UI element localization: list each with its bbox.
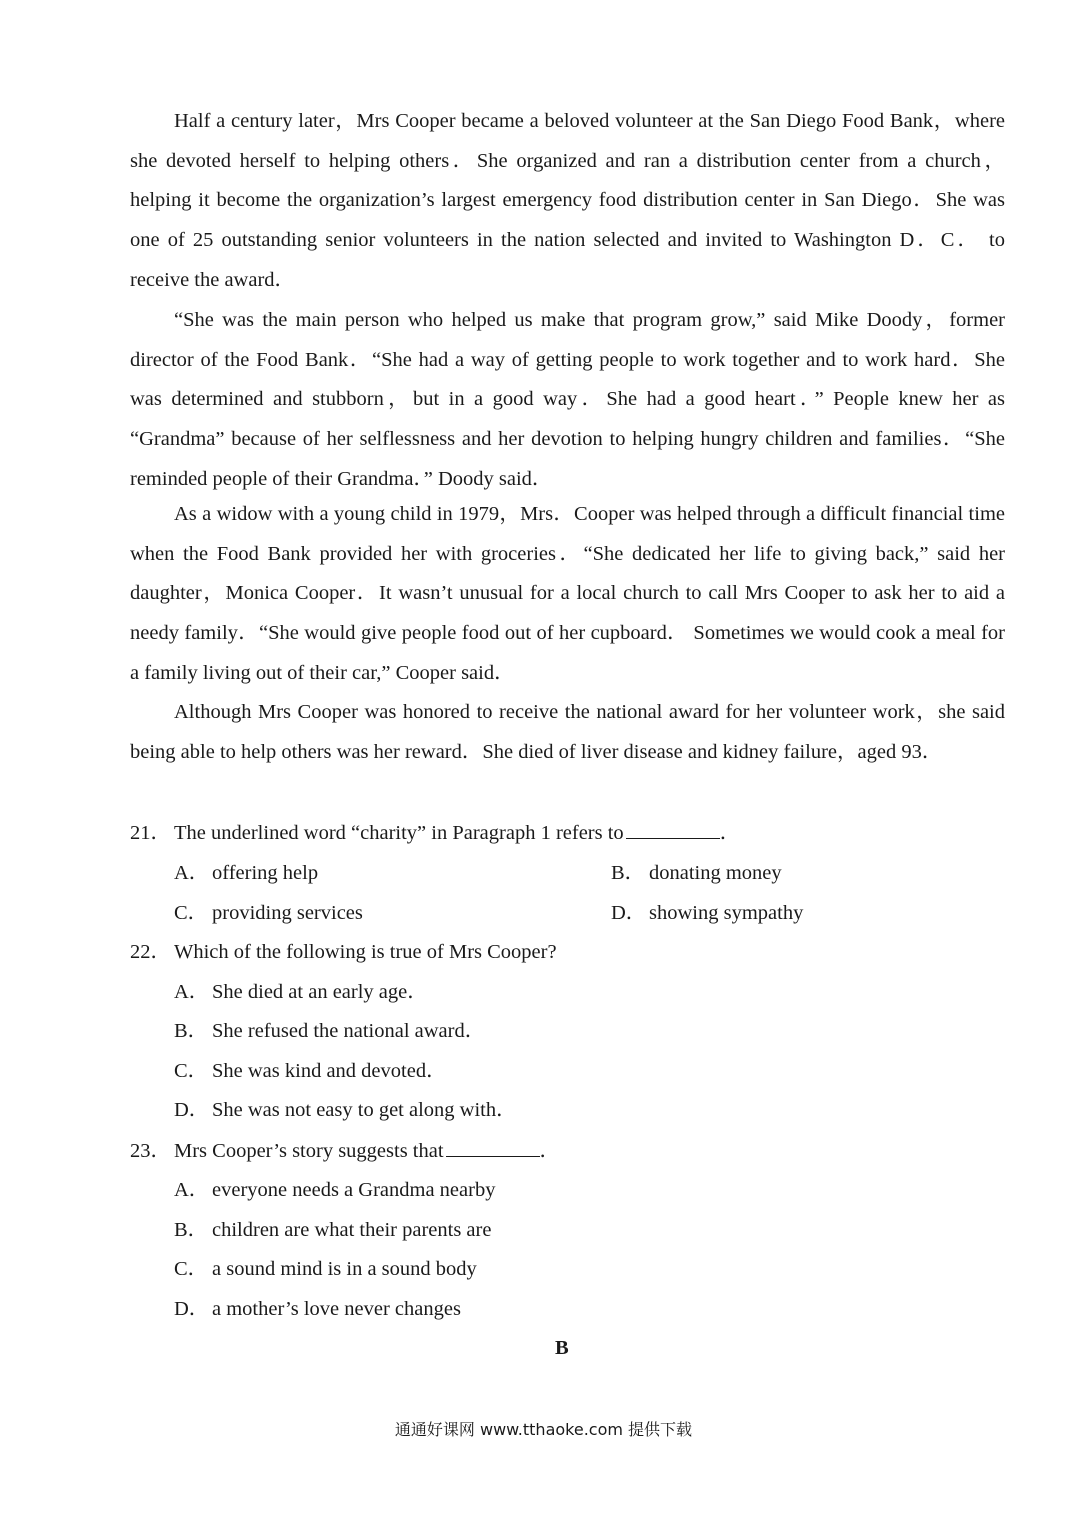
question-end: ． [719, 822, 741, 844]
option-letter: B． [174, 1020, 209, 1042]
section-label: B [555, 1337, 569, 1359]
question-22-option-a [174, 980, 428, 1004]
question-end: ． [539, 1140, 561, 1162]
question-text: Mrs Cooper’s story suggests that [174, 1140, 444, 1162]
question-21-option-c [174, 901, 363, 925]
option-text: children are what their parents are [212, 1219, 492, 1241]
question-22-option-c [174, 1059, 447, 1083]
option-text: She refused the national award． [212, 1020, 486, 1042]
question-number: 23． [130, 1140, 171, 1162]
question-21-option-a [174, 861, 318, 885]
question-23-option-a [174, 1178, 495, 1202]
question-23-stem [130, 1138, 1005, 1163]
question-23-option-d [174, 1297, 461, 1321]
option-letter: C． [174, 902, 209, 924]
option-letter: D． [174, 1099, 210, 1121]
question-text: The underlined word “charity” in Paragraph 1 refers to [174, 822, 624, 844]
answer-blank [626, 820, 720, 839]
option-letter: D． [611, 902, 647, 924]
option-letter: A． [174, 1179, 210, 1201]
option-letter: A． [174, 981, 210, 1003]
question-21-stem [130, 820, 1005, 845]
option-text: a mother’s love never changes [212, 1298, 461, 1320]
question-22-option-b [174, 1019, 485, 1043]
option-text: offering help [212, 862, 319, 884]
option-text: showing sympathy [649, 902, 804, 924]
passage-paragraph-1: Half a century later，Mrs Cooper became a beloved volunteer at the San Diego Food Bank，where she devoted herself to helping others．She organized and ran a distribution center from a church，helping it become the organization’s largest emergency food distribution center in San Diego．She was one of 25 outstanding senior volunteers in the nation selected and invited to Washington D．C． to receive the award． [130, 110, 1005, 291]
passage-paragraph-3: As a widow with a young child in 1979，Mrs．Cooper was helped through a difficult financial time when the Food Bank provided her with groceries．“She dedicated her life to giving back,” said her daughter，Monica Cooper．It wasn’t unusual for a local church to call Mrs Cooper to ask her to aid a needy family．“She would give people food out of her cupboard． Sometimes we would cook a meal for a family living out of their car,” Cooper said． [130, 503, 1005, 684]
question-22-option-d [174, 1098, 517, 1122]
question-21-option-d [611, 901, 803, 925]
option-text: providing services [212, 902, 363, 924]
question-22-stem [130, 940, 1005, 964]
option-letter: A． [174, 862, 210, 884]
question-number: 21． [130, 822, 171, 844]
question-21-option-b [611, 861, 782, 885]
passage-paragraph-4: Although Mrs Cooper was honored to receive the national award for her volunteer work，she said being able to help others was her reward．She died of liver disease and kidney failure，aged 93． [130, 701, 1005, 763]
option-text: a sound mind is in a sound body [212, 1258, 477, 1280]
option-text: She was kind and devoted． [212, 1060, 447, 1082]
option-letter: C． [174, 1258, 209, 1280]
option-letter: B． [611, 862, 646, 884]
passage-paragraph-2: “She was the main person who helped us make that program grow,” said Mike Doody，former director of the Food Bank．“She had a way of getting people to work together and to work hard．She was determined and stubborn，but in a good way．She had a good heart．” People knew her as “Grandma” because of her selflessness and her devotion to helping hungry children and families．“She reminded people of their Grandma．” Doody said． [130, 309, 1005, 490]
option-letter: C． [174, 1060, 209, 1082]
question-23-option-b [174, 1218, 491, 1242]
answer-blank [446, 1138, 540, 1157]
page-footer: 通通好课网 www.tthaoke.com 提供下载 [394, 1420, 693, 1439]
option-text: donating money [649, 862, 782, 884]
option-text: everyone needs a Grandma nearby [212, 1179, 496, 1201]
question-text: Which of the following is true of Mrs Cooper? [174, 941, 557, 963]
option-letter: D． [174, 1298, 210, 1320]
option-text: She was not easy to get along with． [212, 1099, 517, 1121]
option-text: She died at an early age． [212, 981, 428, 1003]
question-number: 22． [130, 941, 171, 963]
question-23-option-c [174, 1257, 477, 1281]
option-letter: B． [174, 1219, 209, 1241]
